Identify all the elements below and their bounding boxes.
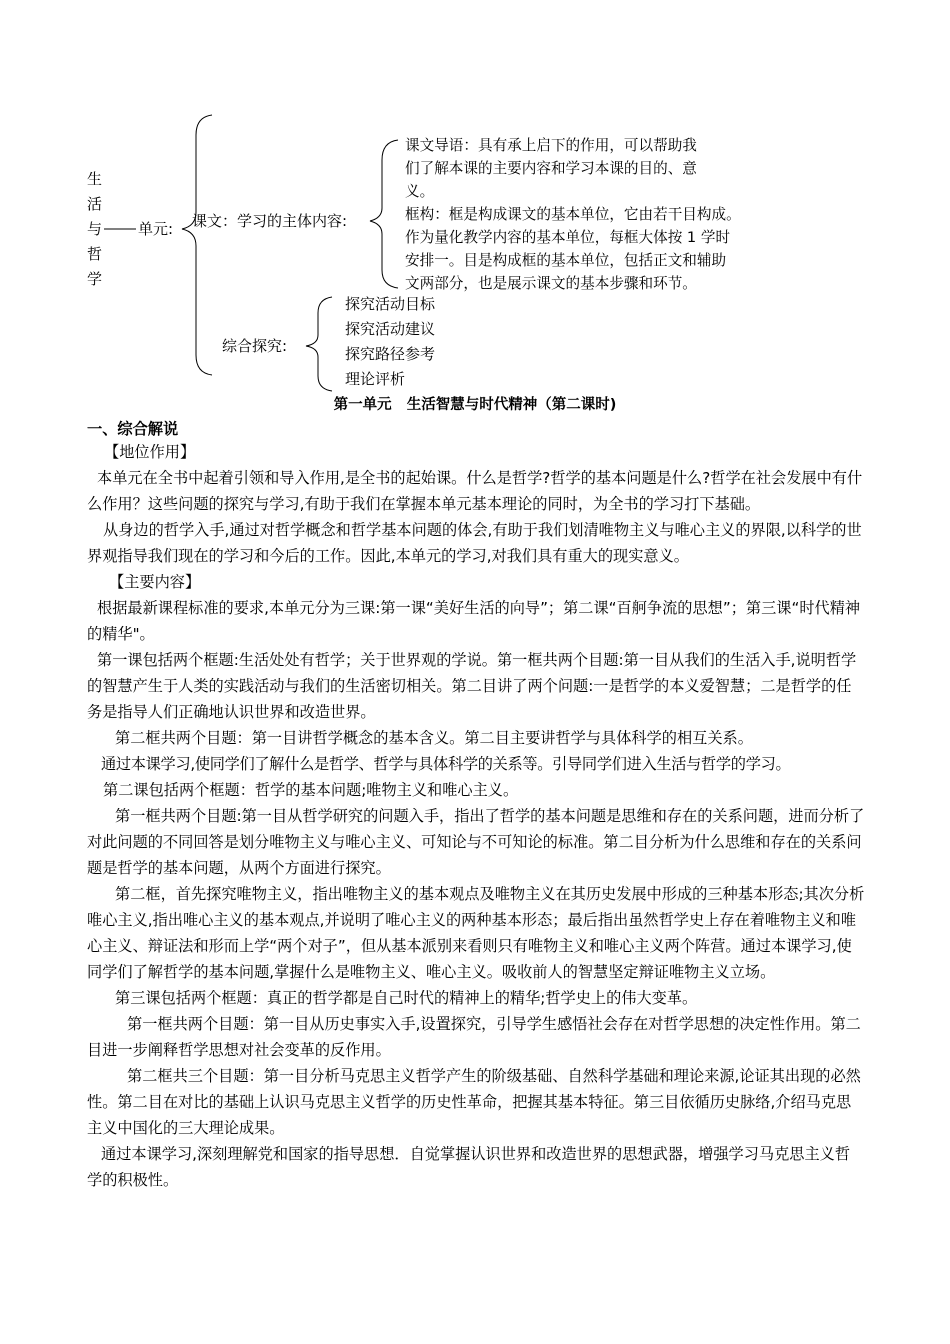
paragraph: 第二课包括两个框题：哲学的基本问题;唯物主义和唯心主义。 — [103, 781, 519, 799]
inquiry-label: 综合探究: — [222, 337, 288, 355]
course-items — [405, 134, 741, 295]
paragraph: 根据最新课程标准的要求,本单元分为三课:第一课“美好生活的向导”；第二课“百舸争流的思想”；第三课“时代精神的精华"。 — [87, 599, 861, 643]
inquiry-brace — [306, 297, 332, 391]
inquiry-item: 探究活动目标 — [345, 295, 436, 313]
paragraph: 第二框，首先探究唯物主义，指出唯物主义的基本观点及唯物主义在其历史发展中形成的三种基本形态;其次分析唯心主义,指出唯心主义的基本观点,并说明了唯心主义的两种基本形态；最后指出虽然哲学史上存在着唯物主义和唯心主义、辩证法和形而上学“两个对子”，但从基本派别来看则只有唯物主义和唯心主义两个阵营。通过本课学习,使同学们了解哲学的基本问题,掌握什么是唯物主义、唯心主义。吸收前人的智慧坚定辩证唯物主义立场。 — [87, 885, 865, 981]
course-item: 们了解本课的主要内容和学习本课的目的、意 — [405, 160, 697, 177]
course-item: 框构：框是构成课文的基本单位，它由若干目构成。 — [405, 206, 741, 223]
subheading-position: 【地位作用】 — [104, 443, 196, 461]
course-item: 安排一。目是构成框的基本单位，包括正文和辅助 — [405, 252, 727, 269]
course-item: 文两部分，也是展示课文的基本步骤和环节。 — [405, 275, 697, 292]
paragraph: 通过本课学习,深刻理解党和国家的指导思想．自觉掌握认识世界和改造世界的思想武器，增强学习马克思主义哲学的积极性。 — [87, 1145, 851, 1189]
page-title: 第一单元 生活智慧与时代精神（第二课时) — [333, 397, 617, 413]
paragraph: 本单元在全书中起着引领和导入作用,是全书的起始课。什么是哲学?哲学的基本问题是什么?哲学在社会发展中有什么作用？这些问题的探究与学习,有助于我们在掌握本单元基本理论的同时，为全书的学习打下基础。 — [87, 469, 863, 513]
paragraph: 第三课包括两个框题：真正的哲学都是自己时代的精神上的精华;哲学史上的伟大变革。 — [115, 989, 698, 1007]
root-char: 学 — [87, 270, 103, 288]
paragraph: 第一框共两个目题：第一目从历史事实入手,设置探究，引导学生感悟社会存在对哲学思想的决定性作用。第二目进一步阐释哲学思想对社会变革的反作用。 — [87, 1015, 861, 1059]
paragraph: 第二框共两个目题：第一目讲哲学概念的基本含义。第二目主要讲哲学与具体科学的相互关系。 — [115, 729, 753, 747]
root-char: 活 — [87, 195, 103, 213]
paragraph: 通过本课学习,使同学们了解什么是哲学、哲学与具体科学的关系等。引导同学们进入生活与哲学的学习。 — [101, 755, 791, 773]
inquiry-item: 探究路径参考 — [345, 345, 436, 363]
inquiry-item: 理论评析 — [345, 370, 406, 388]
course-item: 作为量化教学内容的基本单位，每框大体按 1 学时 — [405, 229, 731, 246]
paragraph: 第一框共两个目题:第一目从哲学研究的问题入手，指出了哲学的基本问题是思维和存在的关系问题，进而分析了对此问题的不同回答是划分唯物主义与唯心主义、可知论与不可知论的标准。第二目分析为什么思维和存在的关系问题是哲学的基本问题，从两个方面进行探究。 — [87, 807, 865, 877]
course-brace — [370, 140, 398, 288]
inquiry-items — [345, 292, 435, 392]
unit-label: 单元: — [138, 220, 174, 238]
subheading-content: 【主要内容】 — [109, 573, 201, 591]
paragraph: 第一课包括两个框题:生活处处有哲学；关于世界观的学说。第一框共两个目题:第一目从我们的生活入手,说明哲学的智慧产生于人类的实践活动与我们的生活密切相关。第二目讲了两个问题:一是哲学的本义爱智慧；二是哲学的任务是指导人们正确地认识世界和改造世界。 — [87, 651, 857, 721]
root-char: 与 — [87, 220, 103, 238]
inquiry-item: 探究活动建议 — [345, 320, 436, 338]
root-char: 生 — [87, 170, 103, 188]
root-char: 哲 — [87, 245, 103, 263]
paragraph: 从身边的哲学入手,通过对哲学概念和哲学基本问题的体会,有助于我们划清唯物主义与唯心主义的界限,以科学的世界观指导我们现在的学习和今后的工作。因此,本单元的学习,对我们具有重大的现实意义。 — [87, 521, 862, 565]
course-item: 义。 — [405, 183, 435, 200]
section-heading: 一、综合解说 — [87, 420, 179, 438]
body-text — [87, 439, 865, 1193]
paragraph: 第二框共三个目题：第一目分析马克思主义哲学产生的阶级基础、自然科学基础和理论来源,论证其出现的必然性。第二目在对比的基础上认识马克思主义哲学的历史性革命，把握其基本特征。第三目依循历史脉络,介绍马克思主义中国化的三大理论成果。 — [87, 1067, 861, 1137]
course-label: 课文：学习的主体内容: — [192, 212, 348, 230]
unit-brace — [182, 115, 212, 375]
course-item: 课文导语：具有承上启下的作用，可以帮助我 — [405, 137, 697, 154]
